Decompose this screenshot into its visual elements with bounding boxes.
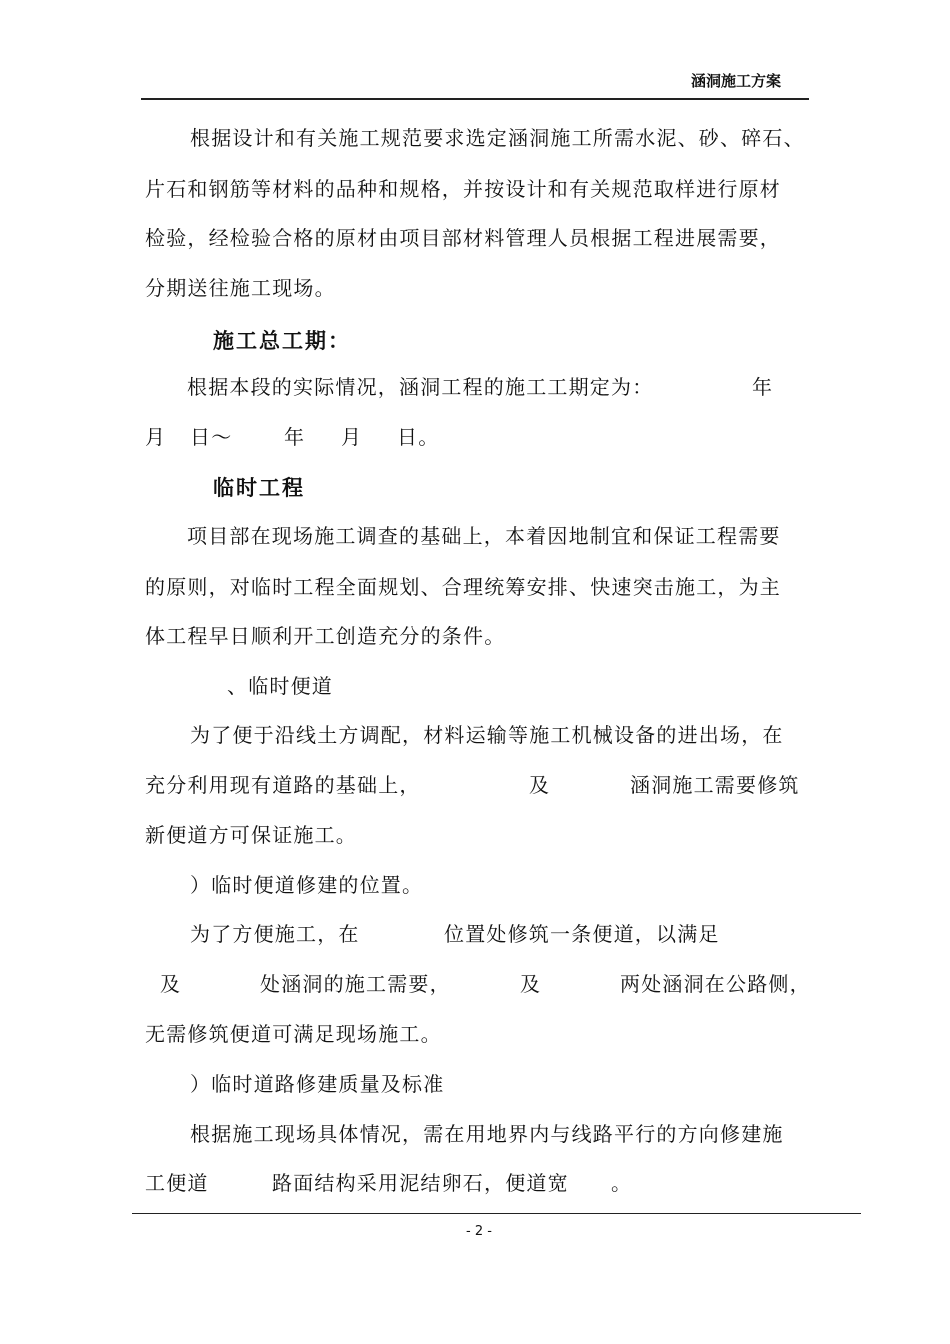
paragraph-fragment: 涵洞施工需要修筑 (630, 773, 800, 797)
footer-rule (132, 1213, 861, 1214)
paragraph-fragment: 两处涵洞在公路侧， (620, 972, 811, 996)
paragraph-fragment: 工便道 (145, 1171, 209, 1195)
paragraph-fragment: 及 (160, 972, 182, 996)
paragraph-line: 新便道方可保证施工。 (145, 823, 357, 847)
section-heading-schedule: 施工总工期： (213, 329, 351, 353)
header-rule (141, 98, 809, 100)
paragraph-fragment: 日。 (397, 425, 440, 449)
paragraph-fragment: 处涵洞的施工需要， (260, 972, 451, 996)
subheading-location: ）临时便道修建的位置。 (190, 873, 424, 897)
paragraph-fragment: 路面结构采用泥结卵石，便道宽 (272, 1171, 569, 1195)
paragraph-fragment: 充分利用现有道路的基础上， (145, 773, 421, 797)
paragraph-fragment: 。 (611, 1171, 633, 1195)
paragraph-fragment: 及 (529, 773, 551, 797)
paragraph-fragment: 及 (520, 972, 542, 996)
paragraph-fragment: 月 (145, 425, 167, 449)
paragraph-line: 为了便于沿线土方调配，材料运输等施工机械设备的进出场，在 (190, 723, 784, 747)
header-title: 涵洞施工方案 (691, 72, 782, 90)
paragraph-line: 体工程早日顺利开工创造充分的条件。 (145, 624, 506, 648)
paragraph-fragment: 月 (341, 425, 363, 449)
paragraph-line: 根据本段的实际情况，涵洞工程的施工工期定为： (187, 375, 654, 399)
paragraph-line: 分期送往施工现场。 (145, 276, 336, 300)
paragraph-line: 无需修筑便道可满足现场施工。 (145, 1022, 442, 1046)
subheading-road: 、临时便道 (227, 674, 333, 698)
paragraph-fragment: 日～ (190, 425, 233, 449)
paragraph-line: 根据设计和有关施工规范要求选定涵洞施工所需水泥、砂、碎石、 (190, 126, 805, 150)
paragraph-fragment: 年 (752, 375, 774, 399)
page-number: - 2 - (466, 1224, 492, 1239)
section-heading-temporary: 临时工程 (213, 476, 305, 500)
paragraph-fragment: 位置处修筑一条便道，以满足 (444, 922, 720, 946)
paragraph-fragment: 年 (284, 425, 306, 449)
paragraph-line: 片石和钢筋等材料的品种和规格，并按设计和有关规范取样进行原材 (145, 177, 781, 201)
paragraph-line: 检验，经检验合格的原材由项目部材料管理人员根据工程进展需要， (145, 226, 781, 250)
paragraph-line: 的原则，对临时工程全面规划、合理统筹安排、快速突击施工，为主 (145, 575, 781, 599)
paragraph-line: 根据施工现场具体情况，需在用地界内与线路平行的方向修建施 (190, 1122, 784, 1146)
paragraph-line: 项目部在现场施工调查的基础上，本着因地制宜和保证工程需要 (187, 524, 781, 548)
paragraph-fragment: 为了方便施工，在 (190, 922, 360, 946)
subheading-quality: ）临时道路修建质量及标准 (190, 1072, 445, 1096)
